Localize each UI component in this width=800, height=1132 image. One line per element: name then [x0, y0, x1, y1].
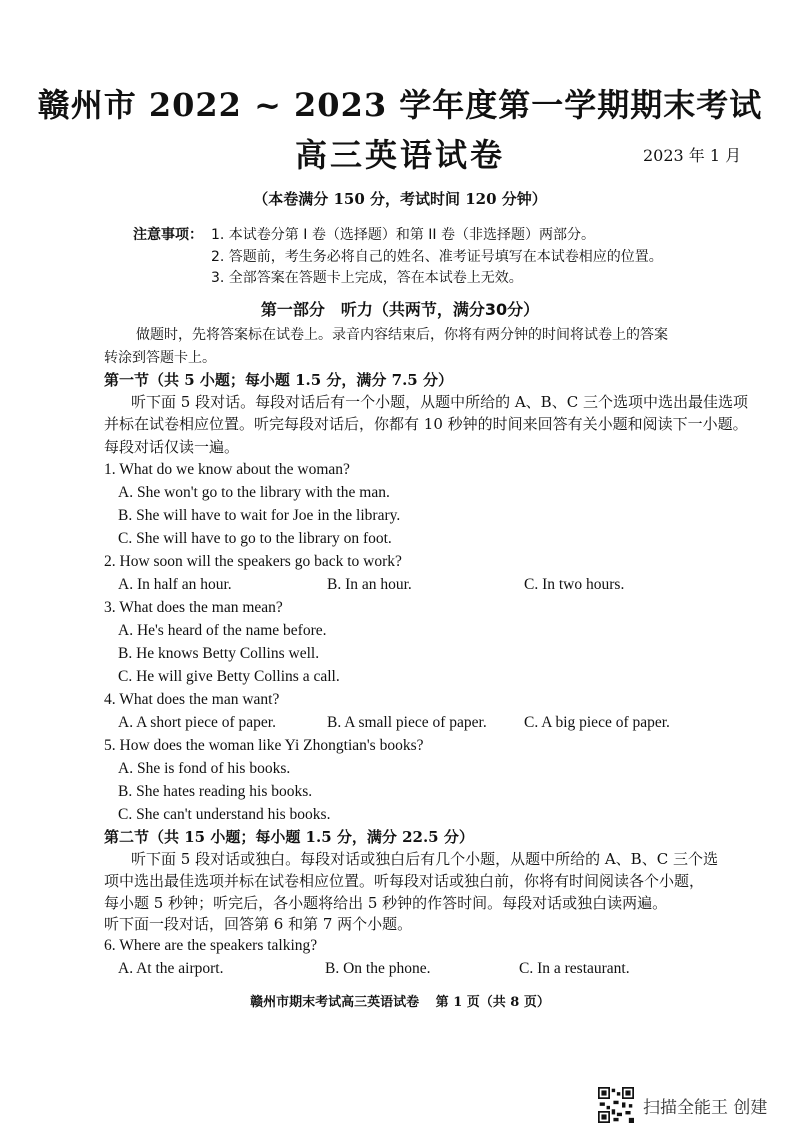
section2-instruction: 项中选出最佳选项并标在试卷相应位置。听每段对话或独白前，你将有时间阅读各个小题， — [104, 872, 705, 890]
answer-option: A. He's heard of the name before. — [118, 622, 327, 639]
answer-option: B. She will have to wait for Joe in the library. — [118, 507, 401, 524]
exam-date: 2023 年 1 月 — [643, 146, 742, 165]
part1-heading: 第一部分 听力（共两节，满分30分） — [260, 300, 540, 319]
answer-option: A. A short piece of paper. — [118, 714, 276, 731]
qr-code-icon — [598, 1087, 634, 1123]
exam-title: 赣州市 2022 ~ 2023 学年度第一学期期末考试 — [37, 86, 763, 124]
answer-option: C. He will give Betty Collins a call. — [118, 668, 340, 685]
answer-option: B. A small piece of paper. — [327, 714, 487, 731]
question-stem: 5. How does the woman like Yi Zhongtian's books? — [104, 737, 424, 754]
notice-item: 3. 全部答案在答题卡上完成，答在本试卷上无效。 — [211, 270, 523, 286]
answer-option: A. She won't go to the library with the man. — [118, 484, 390, 501]
question-stem: 6. Where are the speakers talking? — [104, 937, 318, 954]
notice-label: 注意事项： — [133, 227, 203, 243]
answer-option: C. In two hours. — [524, 576, 625, 593]
answer-option: C. In a restaurant. — [519, 960, 630, 977]
section1-heading: 第一节（共 5 小题；每小题 1.5 分，满分 7.5 分） — [104, 371, 453, 389]
answer-option: B. She hates reading his books. — [118, 783, 313, 800]
answer-option: B. He knows Betty Collins well. — [118, 645, 320, 662]
answer-option: A. In half an hour. — [118, 576, 232, 593]
section1-instruction: 每段对话仅读一遍。 — [104, 438, 240, 456]
question-stem: 2. How soon will the speakers go back to work? — [104, 553, 402, 570]
notice-item: 1. 本试卷分第 I 卷（选择题）和第 II 卷（非选择题）两部分。 — [211, 227, 595, 243]
section1-instruction: 并标在试卷相应位置。听完每段对话后，你都有 10 秒钟的时间来回答有关小题和阅读下一小题。 — [104, 415, 748, 433]
answer-option: B. On the phone. — [325, 960, 431, 977]
answer-option: A. She is fond of his books. — [118, 760, 291, 777]
footer-page-number: 第 1 页（共 8 页） — [435, 995, 550, 1010]
question-stem: 1. What do we know about the woman? — [104, 461, 350, 478]
section2-heading: 第二节（共 15 小题；每小题 1.5 分，满分 22.5 分） — [104, 828, 474, 846]
scanner-watermark: 扫描全能王 创建 — [643, 1098, 768, 1118]
answer-option: B. In an hour. — [327, 576, 412, 593]
answer-option: C. A big piece of paper. — [524, 714, 670, 731]
section2-instruction: 每小题 5 秒钟；听完后，各小题将给出 5 秒钟的作答时间。每段对话或独白读两遍。 — [104, 894, 668, 912]
page-footer — [0, 991, 800, 1010]
section1-instruction: 听下面 5 段对话。每段对话后有一个小题，从题中所给的 A、B、C 三个选项中选出最佳选项 — [131, 393, 748, 411]
notice-item: 2. 答题前，考生务必将自己的姓名、准考证号填写在本试卷相应的位置。 — [211, 249, 663, 265]
question-stem: 4. What does the man want? — [104, 691, 280, 708]
answer-option: C. She can't understand his books. — [118, 806, 331, 823]
question-stem: 3. What does the man mean? — [104, 599, 283, 616]
section2-subinstruction: 听下面一段对话，回答第 6 和第 7 两个小题。 — [104, 915, 413, 933]
part1-instruction: 做题时，先将答案标在试卷上。录音内容结束后，你将有两分钟的时间将试卷上的答案 — [136, 327, 668, 343]
footer-exam-name: 赣州市期末考试高三英语试卷 — [250, 995, 420, 1010]
exam-subtitle: 高三英语试卷 — [294, 136, 505, 174]
answer-option: A. At the airport. — [118, 960, 224, 977]
part1-instruction: 转涂到答题卡上。 — [104, 350, 216, 366]
section2-instruction: 听下面 5 段对话或独白。每段对话或独白后有几个小题，从题中所给的 A、B、C 三个选 — [131, 850, 718, 868]
answer-option: C. She will have to go to the library on foot. — [118, 530, 392, 547]
score-time-note: （本卷满分 150 分，考试时间 120 分钟） — [253, 190, 547, 208]
